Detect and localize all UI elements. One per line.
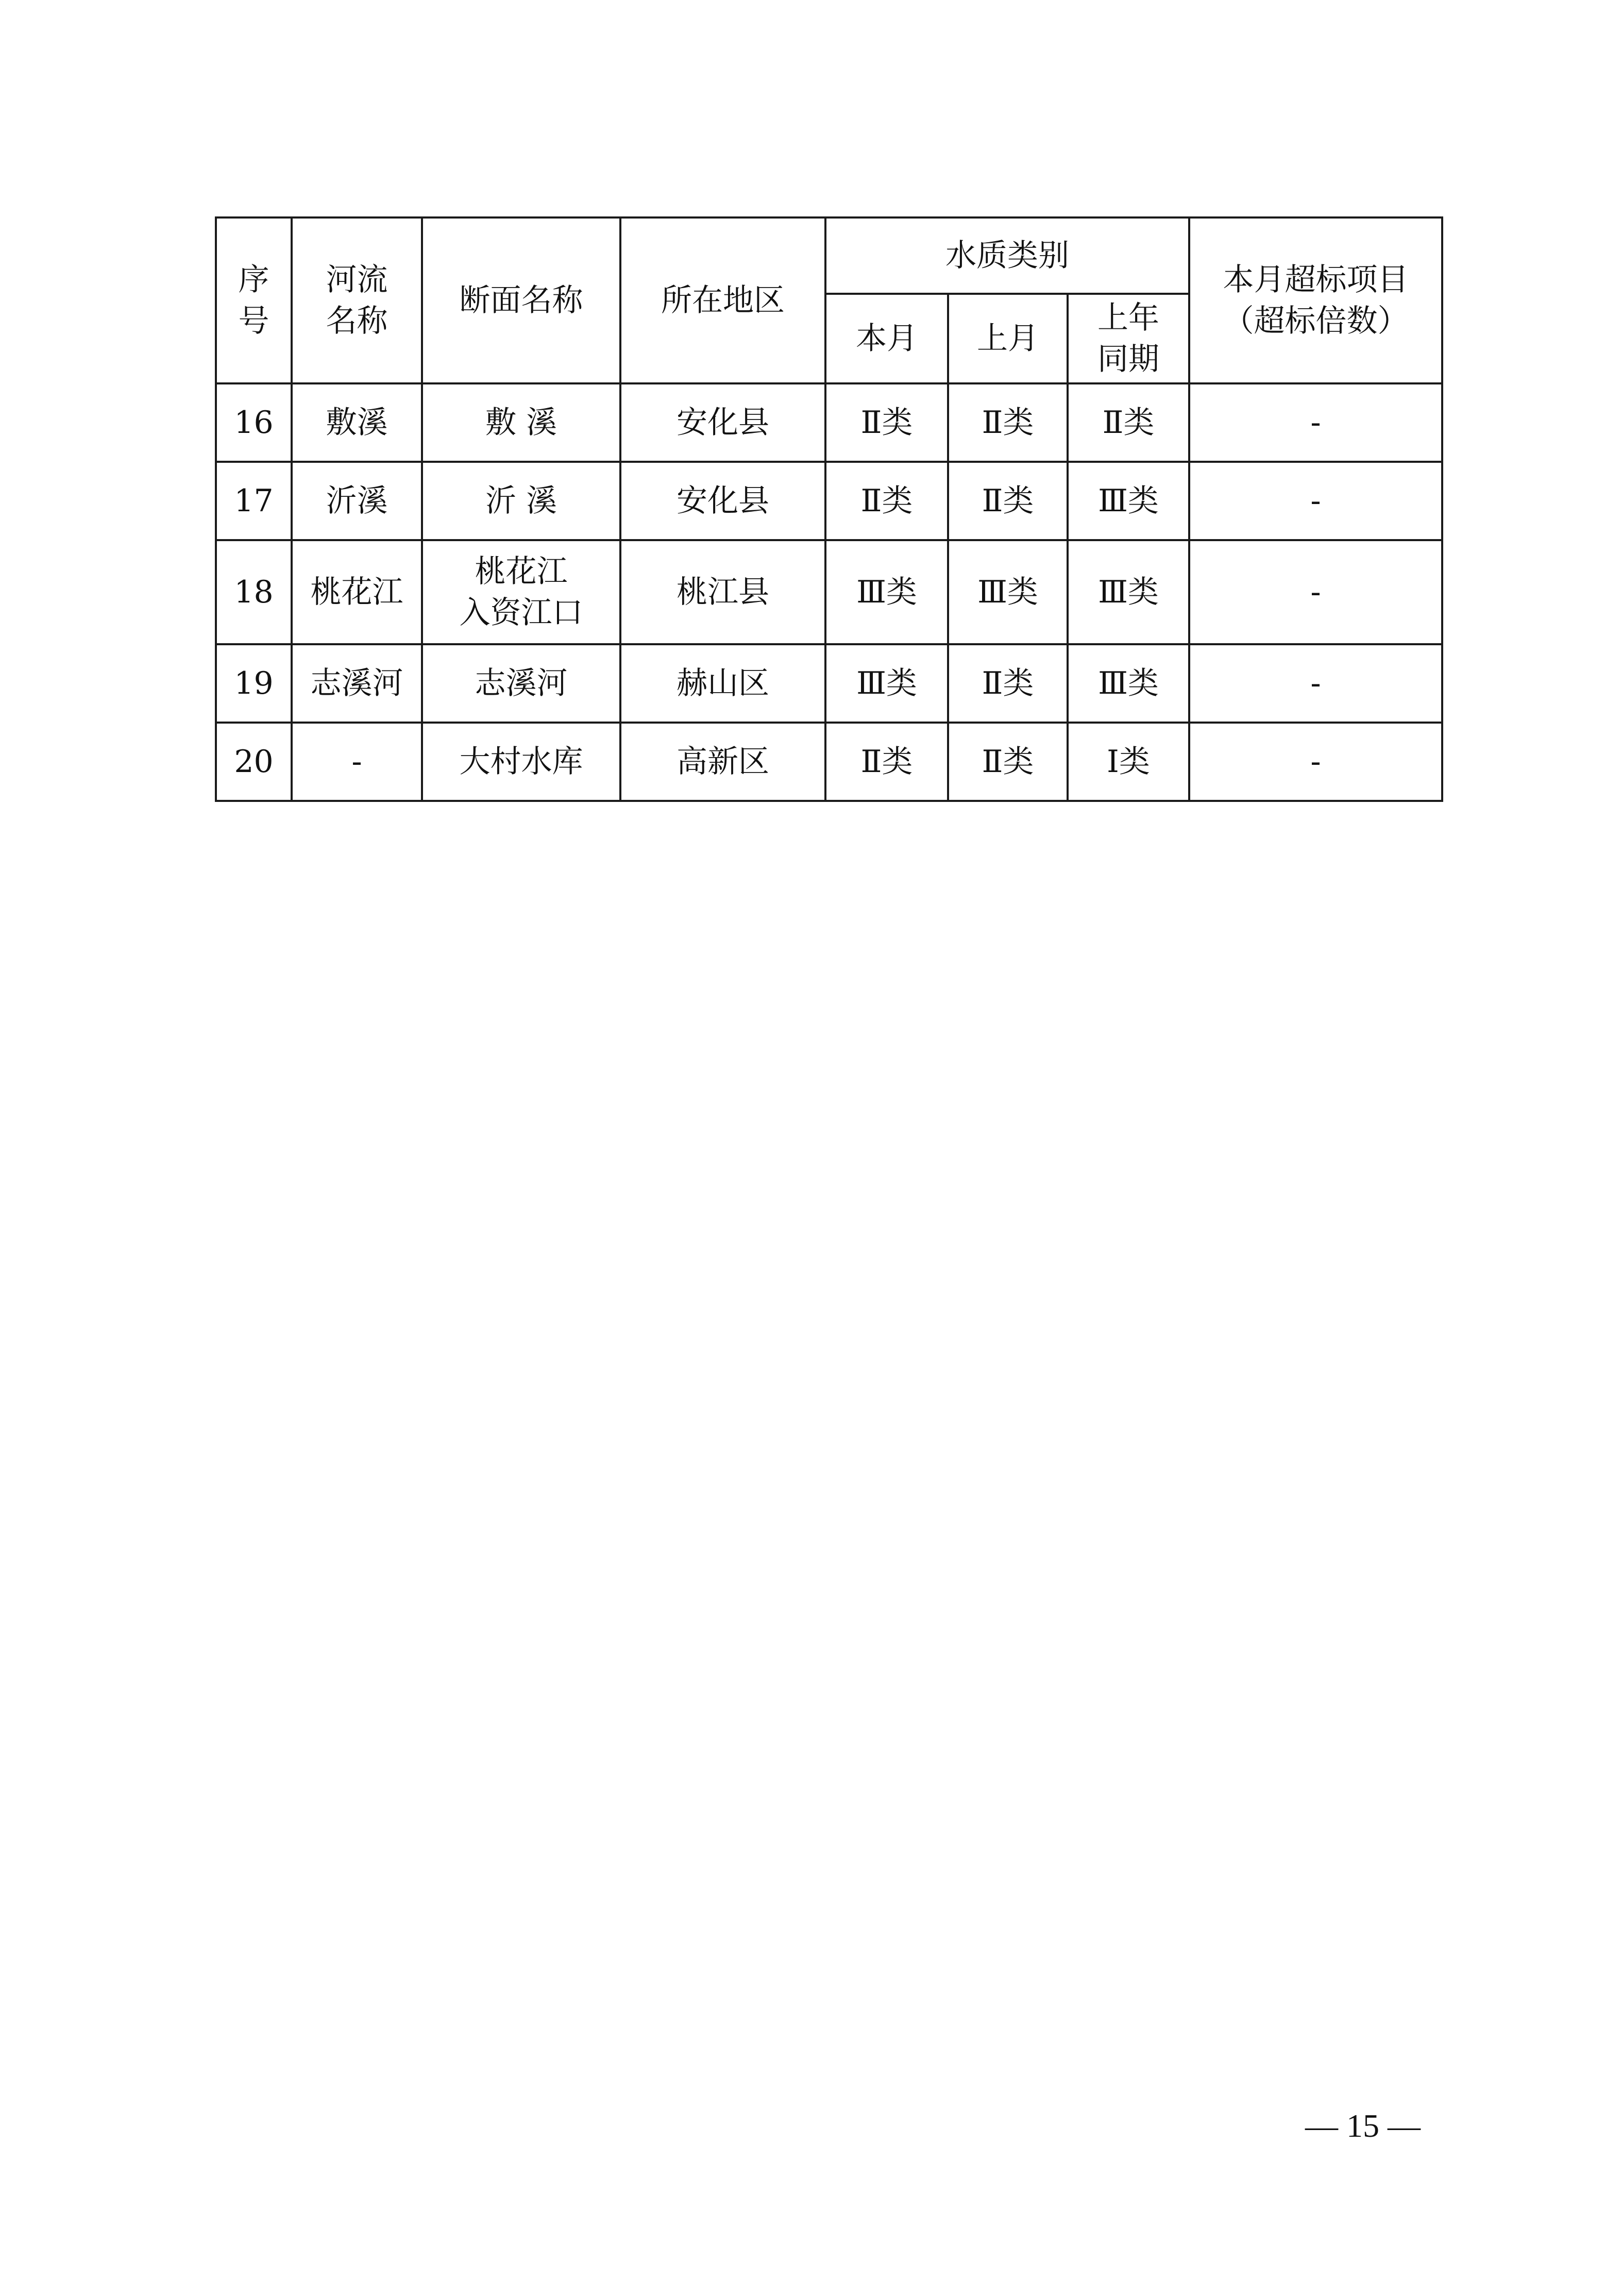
cell-section xyxy=(422,540,620,644)
cell-last-month: Ⅱ类 xyxy=(948,462,1068,540)
cell-section-line: 沂 溪 xyxy=(485,483,557,519)
cell-exceed: - xyxy=(1189,540,1442,644)
header-this-month: 本月 xyxy=(825,294,948,383)
cell-this-month: Ⅱ类 xyxy=(825,383,948,462)
cell-exceed: - xyxy=(1189,383,1442,462)
cell-this-month: Ⅱ类 xyxy=(825,462,948,540)
cell-last-year: Ⅰ类 xyxy=(1068,723,1189,801)
water-quality-table xyxy=(215,216,1443,802)
table-row xyxy=(216,540,1442,644)
cell-section xyxy=(422,383,620,462)
header-river xyxy=(292,217,422,383)
table-row xyxy=(216,723,1442,801)
cell-region: 高新区 xyxy=(620,723,825,801)
cell-section-line: 桃花江 xyxy=(475,554,568,590)
cell-river: - xyxy=(292,723,422,801)
table-row xyxy=(216,644,1442,723)
header-last-year xyxy=(1068,294,1189,383)
cell-last-month: Ⅱ类 xyxy=(948,383,1068,462)
cell-exceed: - xyxy=(1189,723,1442,801)
cell-river: 敷溪 xyxy=(292,383,422,462)
header-section: 断面名称 xyxy=(422,217,620,383)
cell-section-line: 大村水库 xyxy=(459,744,583,780)
header-exceed-line-1: 本月超标项目 xyxy=(1223,262,1409,298)
cell-this-month: Ⅲ类 xyxy=(825,644,948,723)
header-seq-line-1: 序 xyxy=(238,262,269,298)
cell-section xyxy=(422,644,620,723)
table-body xyxy=(216,383,1442,801)
table-row xyxy=(216,383,1442,462)
header-exceed xyxy=(1189,217,1442,383)
page-number: — 15 — xyxy=(1305,2107,1421,2144)
cell-section xyxy=(422,462,620,540)
cell-region: 安化县 xyxy=(620,383,825,462)
table-row xyxy=(216,462,1442,540)
cell-seq: 20 xyxy=(216,723,292,801)
cell-seq: 19 xyxy=(216,644,292,723)
cell-last-year: Ⅱ类 xyxy=(1068,383,1189,462)
cell-last-year: Ⅲ类 xyxy=(1068,540,1189,644)
cell-section xyxy=(422,723,620,801)
cell-seq: 18 xyxy=(216,540,292,644)
header-region: 所在地区 xyxy=(620,217,825,383)
header-last-year-line-2: 同期 xyxy=(1097,341,1159,377)
cell-last-month: Ⅱ类 xyxy=(948,723,1068,801)
cell-river: 沂溪 xyxy=(292,462,422,540)
header-river-line-2: 名称 xyxy=(326,303,388,339)
cell-this-month: Ⅱ类 xyxy=(825,723,948,801)
cell-section-line: 敷 溪 xyxy=(485,405,557,441)
cell-last-year: Ⅲ类 xyxy=(1068,644,1189,723)
header-exceed-line-2: （超标倍数） xyxy=(1223,303,1409,339)
cell-river: 桃花江 xyxy=(292,540,422,644)
header-quality-group: 水质类别 xyxy=(825,217,1189,294)
header-river-line-1: 河流 xyxy=(326,262,388,298)
cell-section-line: 志溪河 xyxy=(475,665,568,701)
header-seq-line-2: 号 xyxy=(238,303,269,339)
cell-seq: 16 xyxy=(216,383,292,462)
header-last-month: 上月 xyxy=(948,294,1068,383)
cell-region: 安化县 xyxy=(620,462,825,540)
header-last-year-line-1: 上年 xyxy=(1097,300,1159,336)
cell-region: 桃江县 xyxy=(620,540,825,644)
cell-last-month: Ⅲ类 xyxy=(948,540,1068,644)
cell-river: 志溪河 xyxy=(292,644,422,723)
cell-last-month: Ⅱ类 xyxy=(948,644,1068,723)
cell-this-month: Ⅲ类 xyxy=(825,540,948,644)
cell-exceed: - xyxy=(1189,462,1442,540)
cell-seq: 17 xyxy=(216,462,292,540)
cell-section-line: 入资江口 xyxy=(459,595,583,631)
cell-region: 赫山区 xyxy=(620,644,825,723)
cell-last-year: Ⅲ类 xyxy=(1068,462,1189,540)
header-seq xyxy=(216,217,292,383)
cell-exceed: - xyxy=(1189,644,1442,723)
